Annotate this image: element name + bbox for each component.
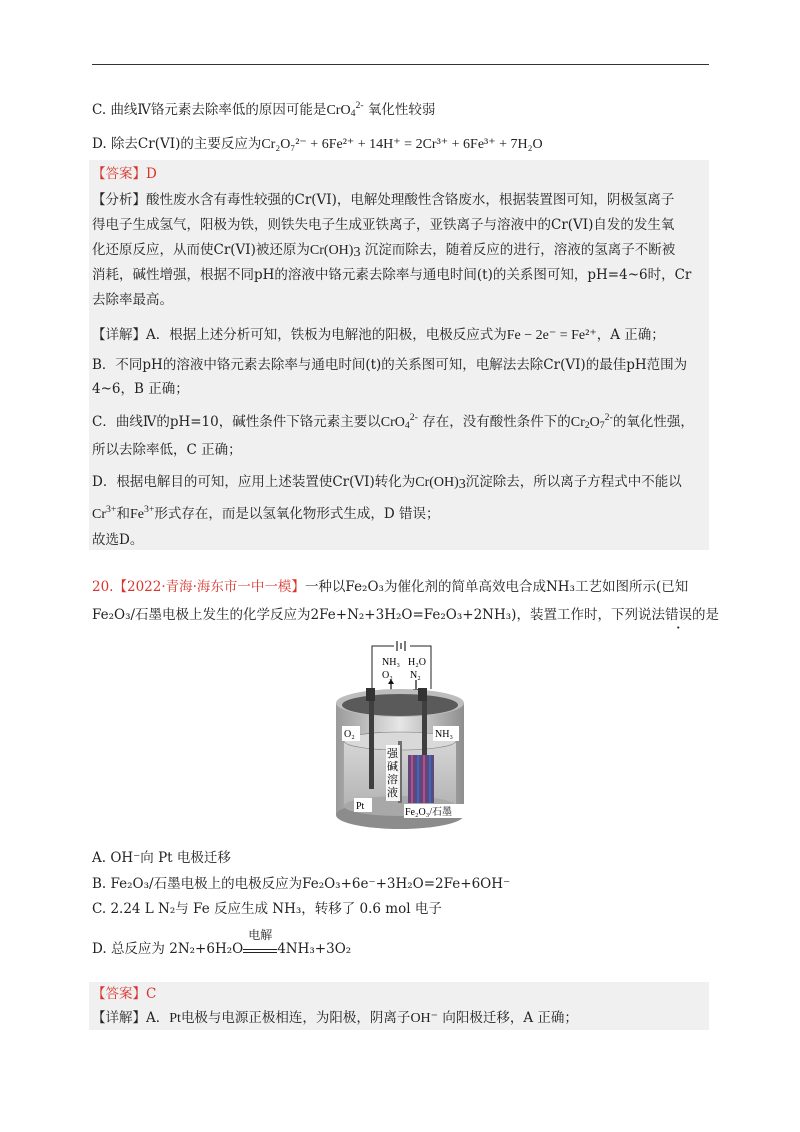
- label-nh3-side: NH₃: [435, 729, 453, 740]
- detail-b-2: 4~6，B 正确；: [92, 381, 189, 397]
- detail-a: 【详解】A．根据上述分析可知，铁板为电解池的阳极，电极反应式为Fe − 2e⁻ = Fe²⁺，A 正确；: [92, 327, 665, 343]
- analysis-line-1: 【分析】酸性废水含有毒性较强的Cr(VI)，电解处理酸性含铬废水，根据装置图可知，阴极氢离子: [92, 192, 675, 208]
- label-o2-side: O₂: [344, 729, 355, 740]
- solution-char-3: 溶: [387, 773, 398, 786]
- label-h2o-top: H₂O: [408, 657, 426, 668]
- solution-char-4: 液: [387, 786, 398, 799]
- detail-b-1: B．不同pH的溶液中铬元素去除率与通电时间(t)的关系图可知，电解法去除Cr(VI)的最佳pH范围为: [92, 357, 688, 373]
- emphasis-error: 错误: [664, 607, 692, 623]
- option-c-line: C. 曲线Ⅳ铬元素去除率低的原因可能是CrO$_4^{2-}$ 氧化性较弱: [92, 100, 436, 119]
- label-cathode: Fe₂O₃/石墨: [405, 807, 452, 818]
- q20-answer-line: 【答案】C: [92, 986, 157, 1002]
- q20-detail-a: 【详解】A．Pt电极与电源正极相连，为阳极，阴离子OH⁻ 向阳极迁移，A 正确；: [92, 1010, 578, 1026]
- detail-c-1: C．曲线Ⅳ的pH=10，碱性条件下铬元素主要以CrO$_4^{2-}$ 存在，没有酸性条件下的$Cr_2O_7^{2-}$的氧化性强，: [92, 412, 694, 431]
- label-pt: Pt: [356, 801, 365, 812]
- q20-option-b: B. Fe₂O₃/石墨电极上的电极反应为Fe₂O₃+6e⁻+3H₂O=2Fe+6OH⁻: [92, 876, 511, 892]
- equation: Cr₂O₇²⁻ + 6Fe²⁺ + 14H⁺ = 2Cr³⁺ + 6Fe³⁺ + 7H₂O: [261, 137, 543, 152]
- header-rule: [92, 64, 709, 65]
- detail-d-1: D．根据电解目的可知，应用上述装置使Cr(VI)转化为$Cr(OH)_3$沉淀除去，所以离子方程式中不能以: [92, 474, 682, 492]
- solution-char-2: 碱: [387, 760, 398, 773]
- pt-electrode: [369, 701, 374, 789]
- q20-option-a: A. OH⁻向 Pt 电极迁移: [92, 850, 231, 866]
- q20-option-c: C. 2.24 L N₂与 Fe 反应生成 NH₃，转移了 0.6 mol 电子: [92, 901, 442, 917]
- q20-option-d: D. 总反应为 2N₂+6H₂O 电解 4NH₃+3O₂: [92, 928, 352, 957]
- detail-d-2: $Cr^{3+}$和$Fe^{3+}$形式存在，而是以氢氧化物形式生成，D 错误；: [92, 504, 440, 522]
- option-d-line: D. 除去Cr(VI)的主要反应为Cr₂O₇²⁻ + 6Fe²⁺ + 14H⁺ = 2Cr³⁺ + 6Fe³⁺ + 7H₂O: [92, 136, 543, 152]
- analysis-line-2: 得电子生成氢气，阳极为铁，则铁失电子生成亚铁离子，亚铁离子与溶液中的Cr(VI)自发的发生氧: [92, 217, 675, 233]
- answer-line: 【答案】D: [92, 166, 157, 182]
- label-n2-top: N₂: [410, 670, 421, 681]
- analysis-line-3: 化还原反应，从而使Cr(VI)被还原为$Cr(OH)_3$ 沉淀而除去，随着反应的进行，溶液的氢离子不断被: [92, 242, 676, 260]
- q20-stem-2: Fe₂O₃/石墨电极上发生的化学反应为2Fe+N₂+3H₂O=Fe₂O₃+2NH₃)，装置工作时，下列说法错误的是: [92, 607, 719, 623]
- detail-c-2: 所以去除率低，C 正确；: [92, 442, 242, 458]
- q20-stem-1: 20.【2022·青海·海东市一中一模】一种以Fe₂O₃为催化剂的简单高效电合成NH₃工艺如图所示(已知: [92, 579, 689, 595]
- detail-conclusion: 故选D。: [92, 532, 144, 548]
- analysis-line-4: 消耗，碱性增强，根据不同pH的溶液中铬元素去除率与通电时间(t)的关系图可知，pH=4~6时，Cr: [92, 267, 692, 283]
- solution-char-1: 强: [387, 747, 398, 760]
- electrolysis-diagram: [326, 633, 474, 836]
- analysis-line-5: 去除率最高。: [92, 292, 173, 308]
- label-o2-top: O₂: [382, 670, 393, 681]
- label-nh3-top: NH₃: [382, 657, 400, 668]
